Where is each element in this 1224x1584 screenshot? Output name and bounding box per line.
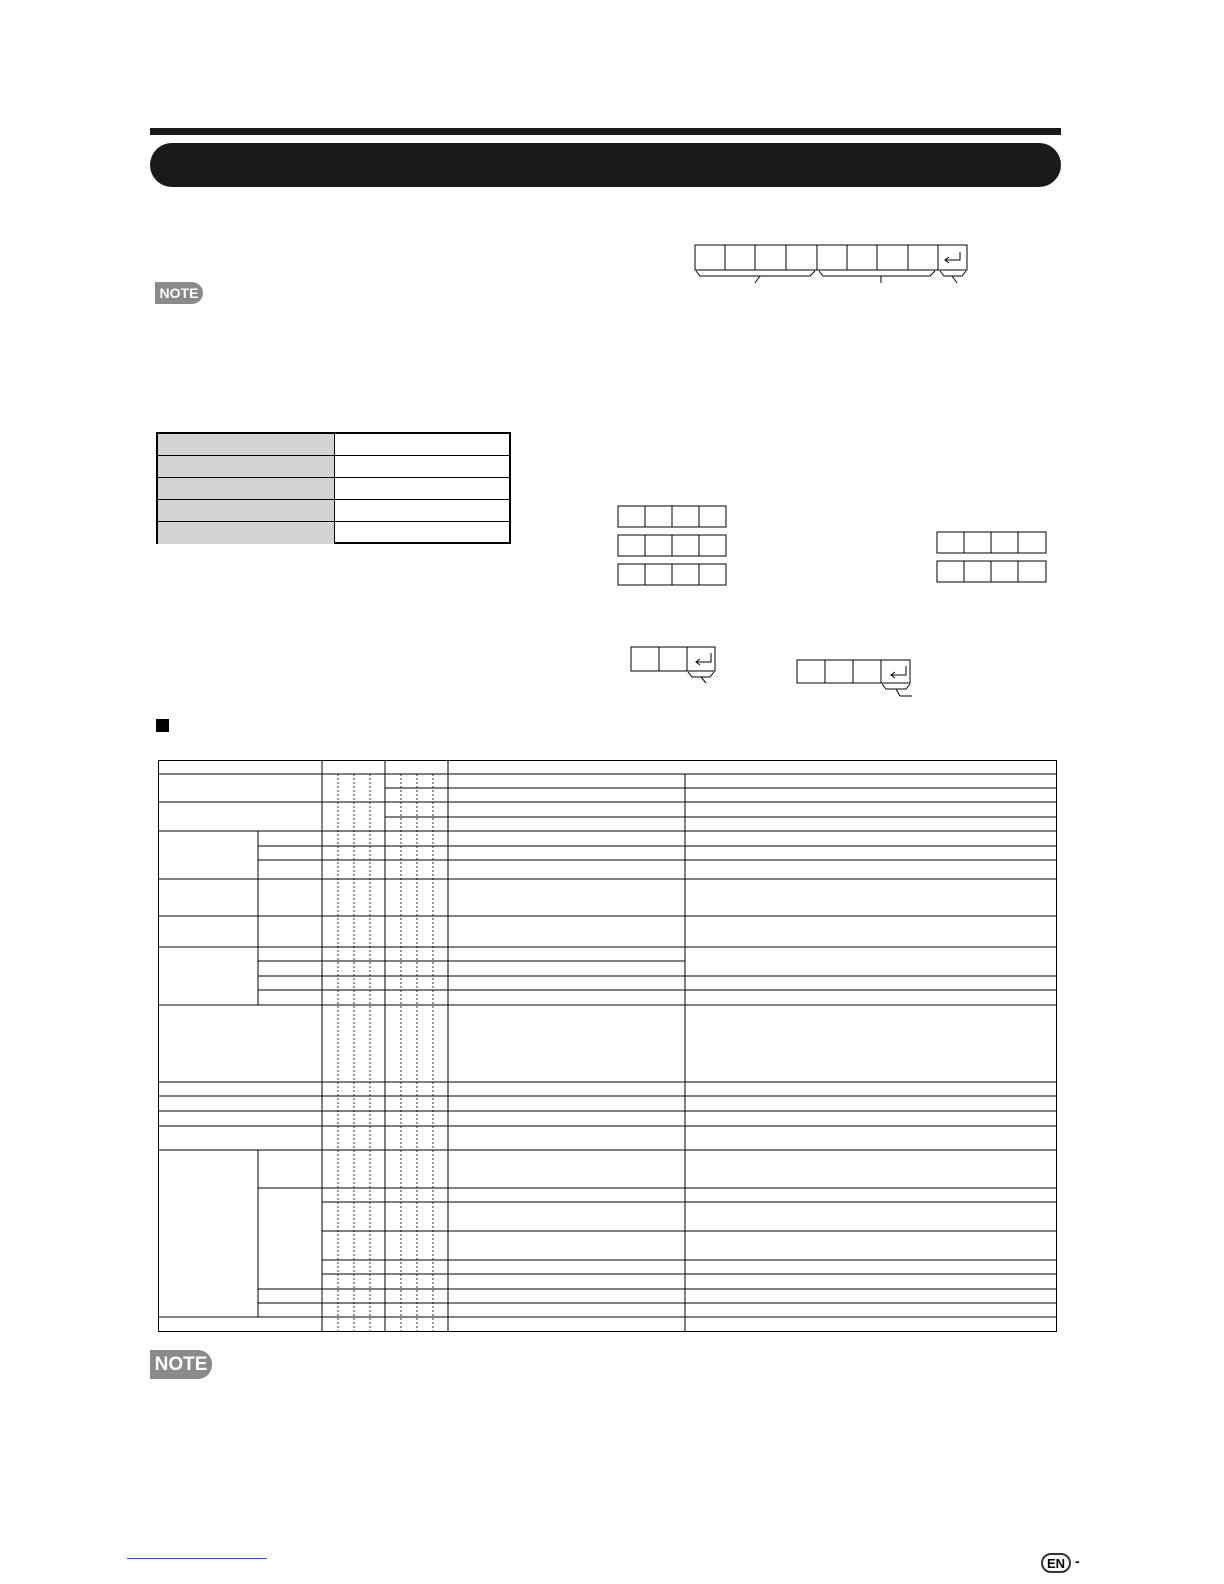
table-row-lines (158, 774, 1057, 1317)
return-bracket (940, 271, 966, 276)
note-badge: NOTE (155, 282, 203, 304)
section-bullet (156, 719, 169, 732)
spec-row (158, 478, 509, 500)
parameter-bracket (819, 271, 935, 276)
spec-row (158, 500, 509, 522)
command-table (158, 760, 1057, 1332)
page-number-suffix: - (1075, 1553, 1080, 1569)
note-badge: NOTE (150, 1350, 212, 1379)
spec-row (158, 522, 509, 544)
command-bracket (696, 271, 815, 276)
parameter-examples-diagram (612, 500, 1052, 700)
communication-spec-table (156, 432, 511, 544)
response-box (631, 647, 715, 671)
top-rule (150, 128, 1061, 135)
spec-row (158, 456, 509, 478)
language-badge: EN (1041, 1553, 1071, 1573)
spec-row (158, 434, 509, 456)
footer-link-underline (127, 1558, 267, 1559)
command-format-diagram (690, 240, 980, 285)
title-bar (150, 143, 1061, 187)
